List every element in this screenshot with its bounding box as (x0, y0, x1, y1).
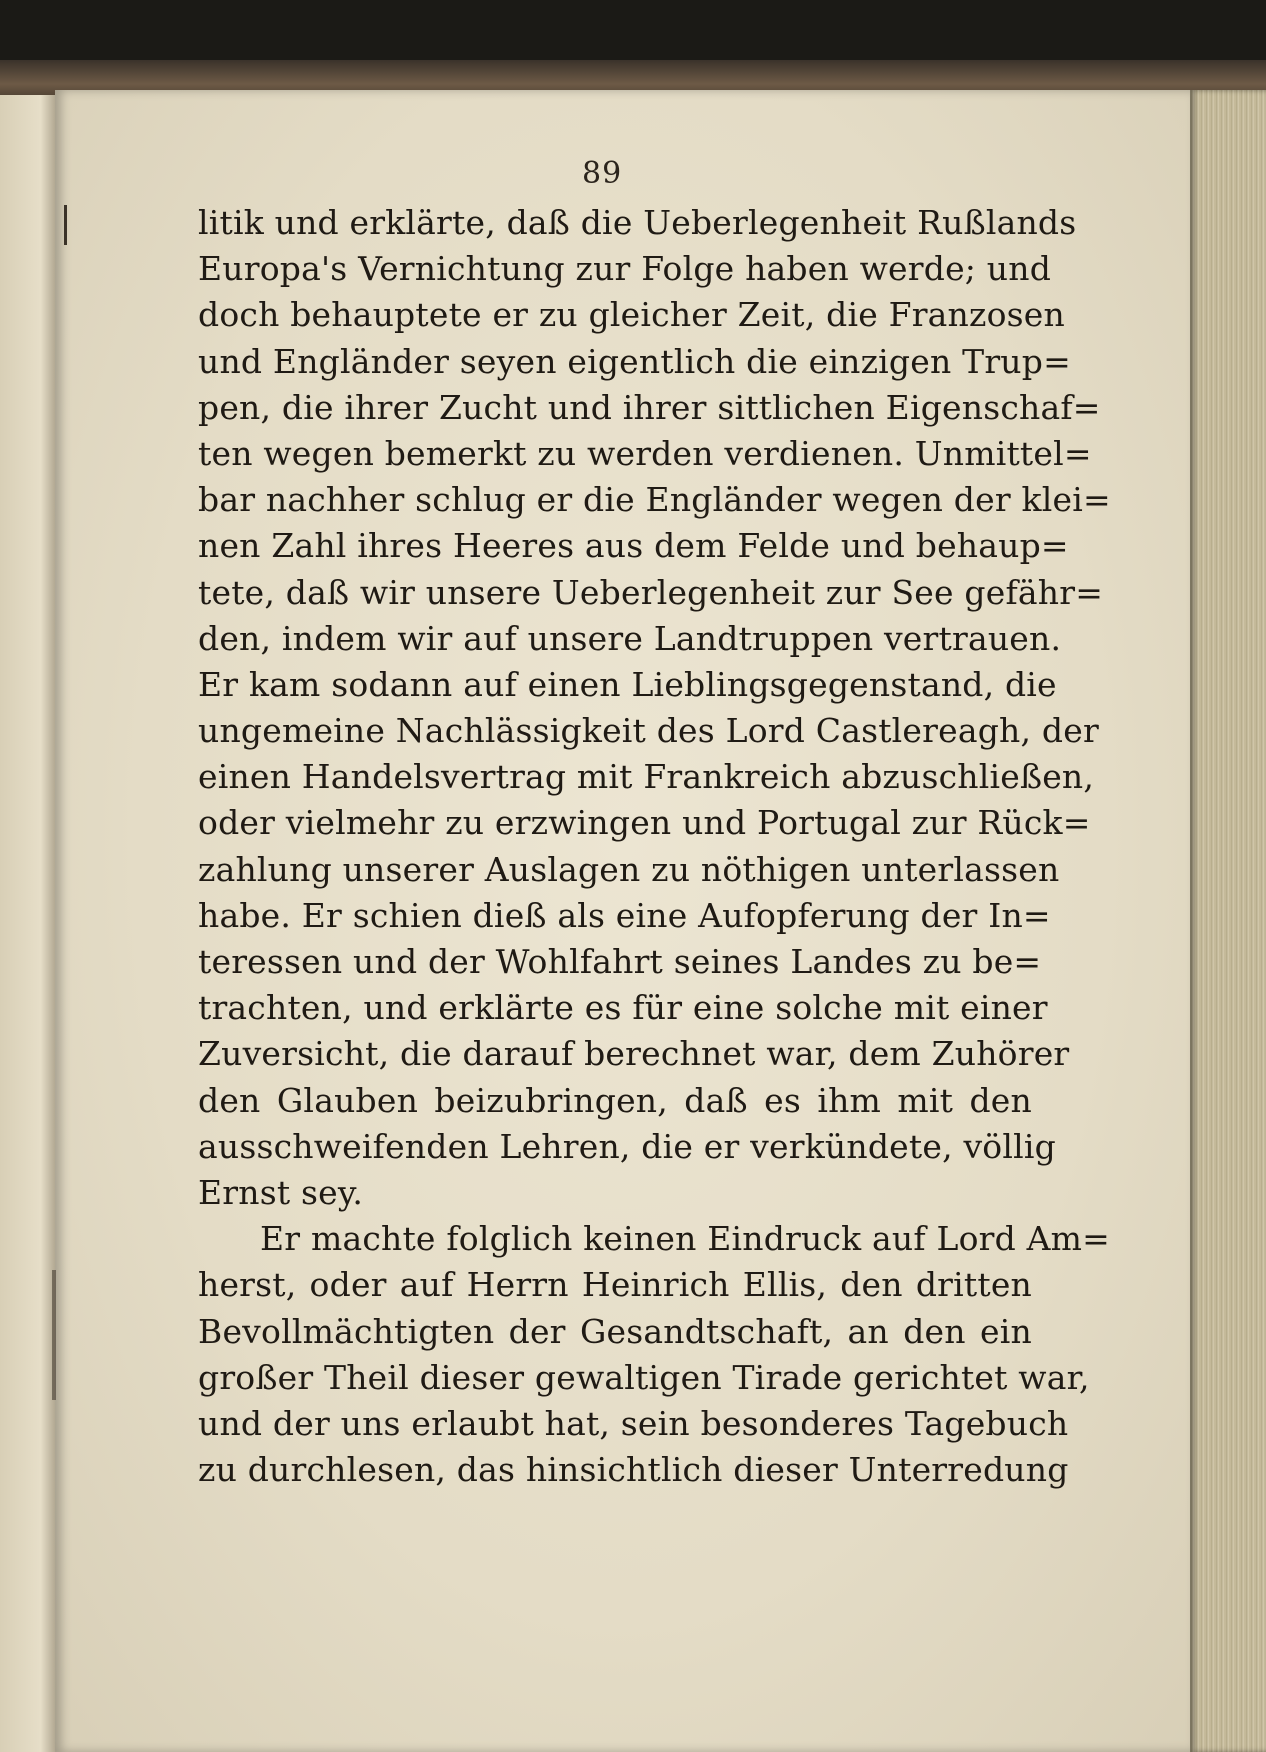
text-line: Ernst sey. (198, 1172, 364, 1212)
page-number: 89 (582, 156, 623, 191)
text-line: herst, oder auf Herrn Heinrich Ellis, den dritten (198, 1265, 1032, 1305)
text-line: trachten, und erklärte es für eine solche mit einer (198, 988, 1048, 1028)
text-line: ten wegen bemerkt zu werden verdienen. Unmittel= (198, 433, 1092, 473)
text-line: ausschweifenden Lehren, die er verkündete, völlig (198, 1126, 1056, 1166)
text-line: Zuversicht, die darauf berechnet war, dem Zuhörer (198, 1034, 1070, 1074)
page-block-edge (1190, 90, 1266, 1752)
text-line: zu durchlesen, das hinsichtlich dieser Unterredung (198, 1450, 1069, 1490)
text-line: zahlung unserer Auslagen zu nöthigen unterlassen (198, 849, 1060, 889)
margin-mark (52, 1270, 56, 1400)
text-line: den Glauben beizubringen, daß es ihm mit den (198, 1080, 1032, 1120)
page-text (198, 200, 1111, 1493)
text-line: und der uns erlaubt hat, sein besonderes Tagebuch (198, 1403, 1069, 1443)
text-line: Bevollmächtigten der Gesandtschaft, an den ein (198, 1311, 1032, 1351)
text-line: doch behauptete er zu gleicher Zeit, die Franzosen (198, 295, 1065, 335)
text-line: den, indem wir auf unsere Landtruppen vertrauen. (198, 618, 1062, 658)
text-line: Europa's Vernichtung zur Folge haben werde; und (198, 249, 1052, 289)
text-line: habe. Er schien dieß als eine Aufopferung der In= (198, 895, 1051, 935)
text-line: pen, die ihrer Zucht und ihrer sittlichen Eigenschaf= (198, 387, 1101, 427)
left-page-edge (0, 95, 58, 1752)
text-line: bar nachher schlug er die Engländer wegen der klei= (198, 480, 1111, 520)
text-line: Er kam sodann auf einen Lieblingsgegenstand, die (198, 664, 1057, 704)
text-line: nen Zahl ihres Heeres aus dem Felde und behaup= (198, 526, 1069, 566)
text-line: litik und erklärte, daß die Ueberlegenheit Rußlands (198, 203, 1077, 242)
text-line: Er machte folglich keinen Eindruck auf Lord Am= (260, 1219, 1111, 1259)
text-line: einen Handelsvertrag mit Frankreich abzuschließen, (198, 757, 1095, 797)
text-line: ungemeine Nachlässigkeit des Lord Castlereagh, der (198, 711, 1099, 751)
text-line: und Engländer seyen eigentlich die einzigen Trup= (198, 341, 1071, 381)
text-line: großer Theil dieser gewaltigen Tirade gerichtet war, (198, 1357, 1090, 1397)
text-line: tete, daß wir unsere Ueberlegenheit zur See gefähr= (198, 572, 1104, 612)
margin-mark (64, 205, 67, 245)
text-line: teressen und der Wohlfahrt seines Landes zu be= (198, 942, 1042, 981)
text-line: oder vielmehr zu erzwingen und Portugal zur Rück= (198, 803, 1091, 843)
